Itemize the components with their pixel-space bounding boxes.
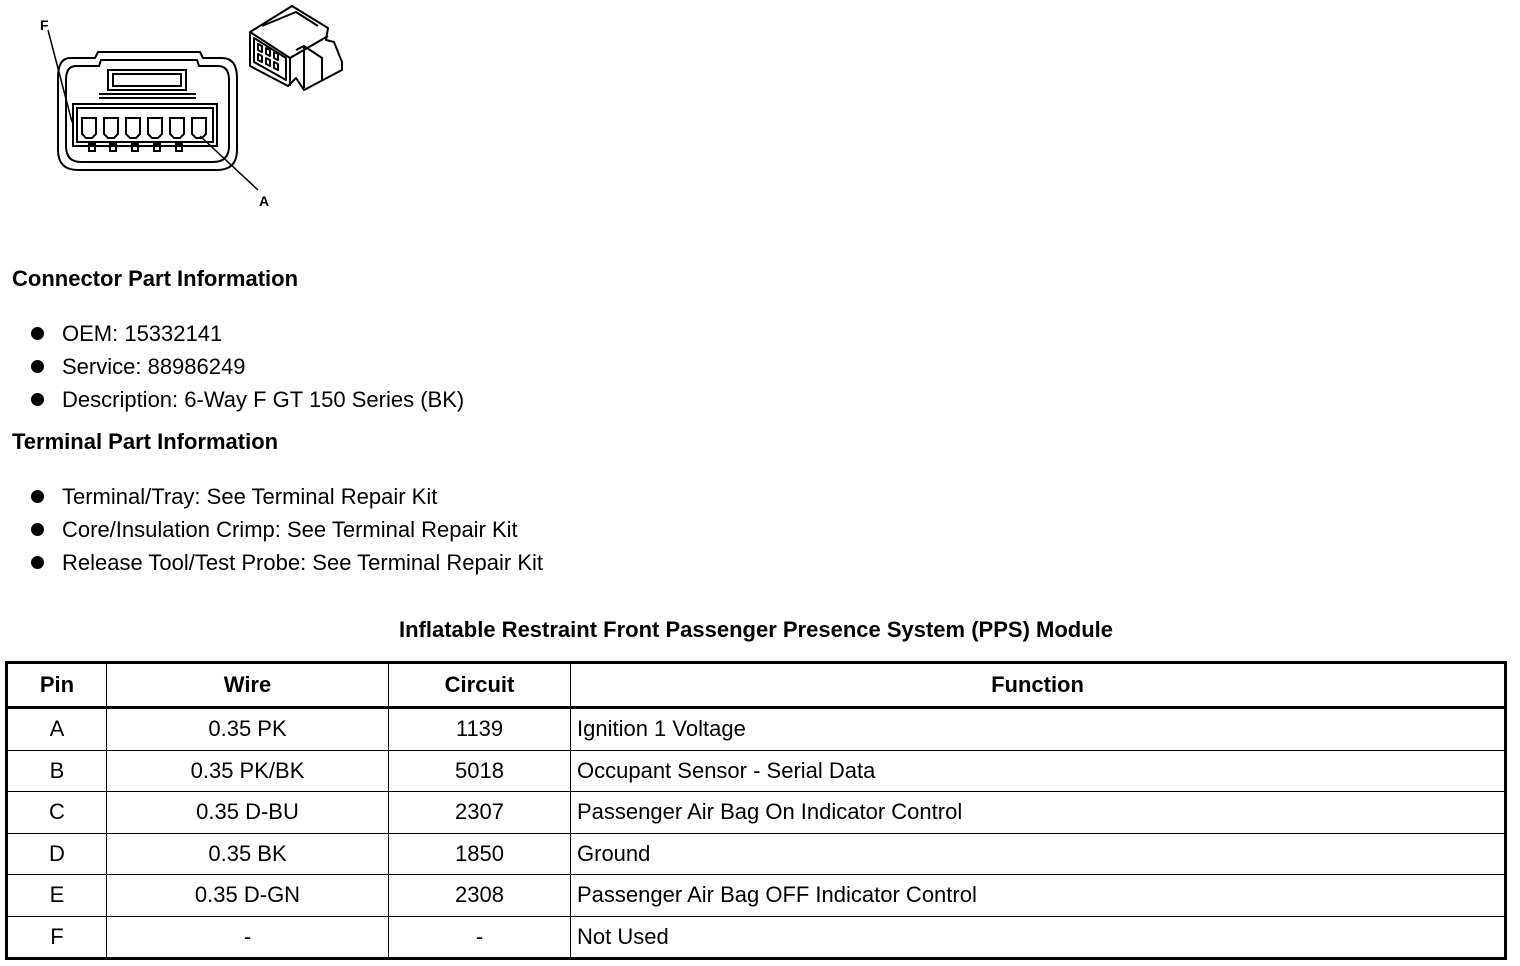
- pin-f-label: F: [40, 17, 49, 33]
- terminal-part-info-list: [28, 480, 543, 579]
- pin-cell: E: [7, 875, 107, 917]
- bullet-icon: [31, 393, 44, 406]
- column-header-function: Function: [571, 663, 1506, 708]
- wire-cell: 0.35 PK/BK: [107, 750, 389, 792]
- column-header-wire: Wire: [107, 663, 389, 708]
- list-item-text: OEM: 15332141: [62, 321, 223, 346]
- connector-diagram: [0, 0, 380, 220]
- circuit-cell: 2308: [389, 875, 571, 917]
- list-item-text: Terminal/Tray: See Terminal Repair Kit: [62, 484, 438, 509]
- function-cell: Occupant Sensor - Serial Data: [571, 750, 1506, 792]
- column-header-circuit: Circuit: [389, 663, 571, 708]
- wire-cell: 0.35 PK: [107, 708, 389, 751]
- bullet-icon: [31, 523, 44, 536]
- table-row: [7, 750, 1506, 792]
- pin-cell: B: [7, 750, 107, 792]
- table-row: [7, 875, 1506, 917]
- function-cell: Ignition 1 Voltage: [571, 708, 1506, 751]
- table-row: [7, 792, 1506, 834]
- list-item: [28, 350, 464, 383]
- connector-part-info-list: [28, 317, 464, 416]
- list-item: [28, 480, 543, 513]
- list-item-text: Service: 88986249: [62, 354, 246, 379]
- pin-cell: C: [7, 792, 107, 834]
- pinout-table: [5, 661, 1507, 960]
- table-row: [7, 833, 1506, 875]
- list-item: [28, 546, 543, 579]
- wire-cell: -: [107, 916, 389, 959]
- function-cell: Not Used: [571, 916, 1506, 959]
- wire-cell: 0.35 BK: [107, 833, 389, 875]
- circuit-cell: 5018: [389, 750, 571, 792]
- table-header-row: [7, 663, 1506, 708]
- circuit-cell: 2307: [389, 792, 571, 834]
- function-cell: Passenger Air Bag On Indicator Control: [571, 792, 1506, 834]
- connector-face-view: [48, 30, 258, 190]
- circuit-cell: 1139: [389, 708, 571, 751]
- wire-cell: 0.35 D-GN: [107, 875, 389, 917]
- function-cell: Passenger Air Bag OFF Indicator Control: [571, 875, 1506, 917]
- table-row: [7, 916, 1506, 959]
- bullet-icon: [31, 360, 44, 373]
- connector-part-info-heading: Connector Part Information: [12, 266, 299, 291]
- table-title: Inflatable Restraint Front Passenger Presence System (PPS) Module: [399, 617, 1113, 642]
- pin-cell: D: [7, 833, 107, 875]
- list-item: [28, 317, 464, 350]
- bullet-icon: [31, 327, 44, 340]
- bullet-icon: [31, 490, 44, 503]
- circuit-cell: 1850: [389, 833, 571, 875]
- connector-isometric-view: [250, 6, 342, 90]
- bullet-icon: [31, 556, 44, 569]
- list-item-text: Release Tool/Test Probe: See Terminal Repair Kit: [62, 550, 543, 575]
- list-item: [28, 513, 543, 546]
- pin-a-label: A: [259, 193, 270, 209]
- list-item-text: Description: 6-Way F GT 150 Series (BK): [62, 387, 465, 412]
- wire-cell: 0.35 D-BU: [107, 792, 389, 834]
- pin-cell: F: [7, 916, 107, 959]
- table-row: [7, 708, 1506, 751]
- pin-cell: A: [7, 708, 107, 751]
- terminal-part-info-heading: Terminal Part Information: [12, 429, 279, 454]
- circuit-cell: -: [389, 916, 571, 959]
- list-item: [28, 383, 464, 416]
- column-header-pin: Pin: [7, 663, 107, 708]
- list-item-text: Core/Insulation Crimp: See Terminal Repair Kit: [62, 517, 518, 542]
- function-cell: Ground: [571, 833, 1506, 875]
